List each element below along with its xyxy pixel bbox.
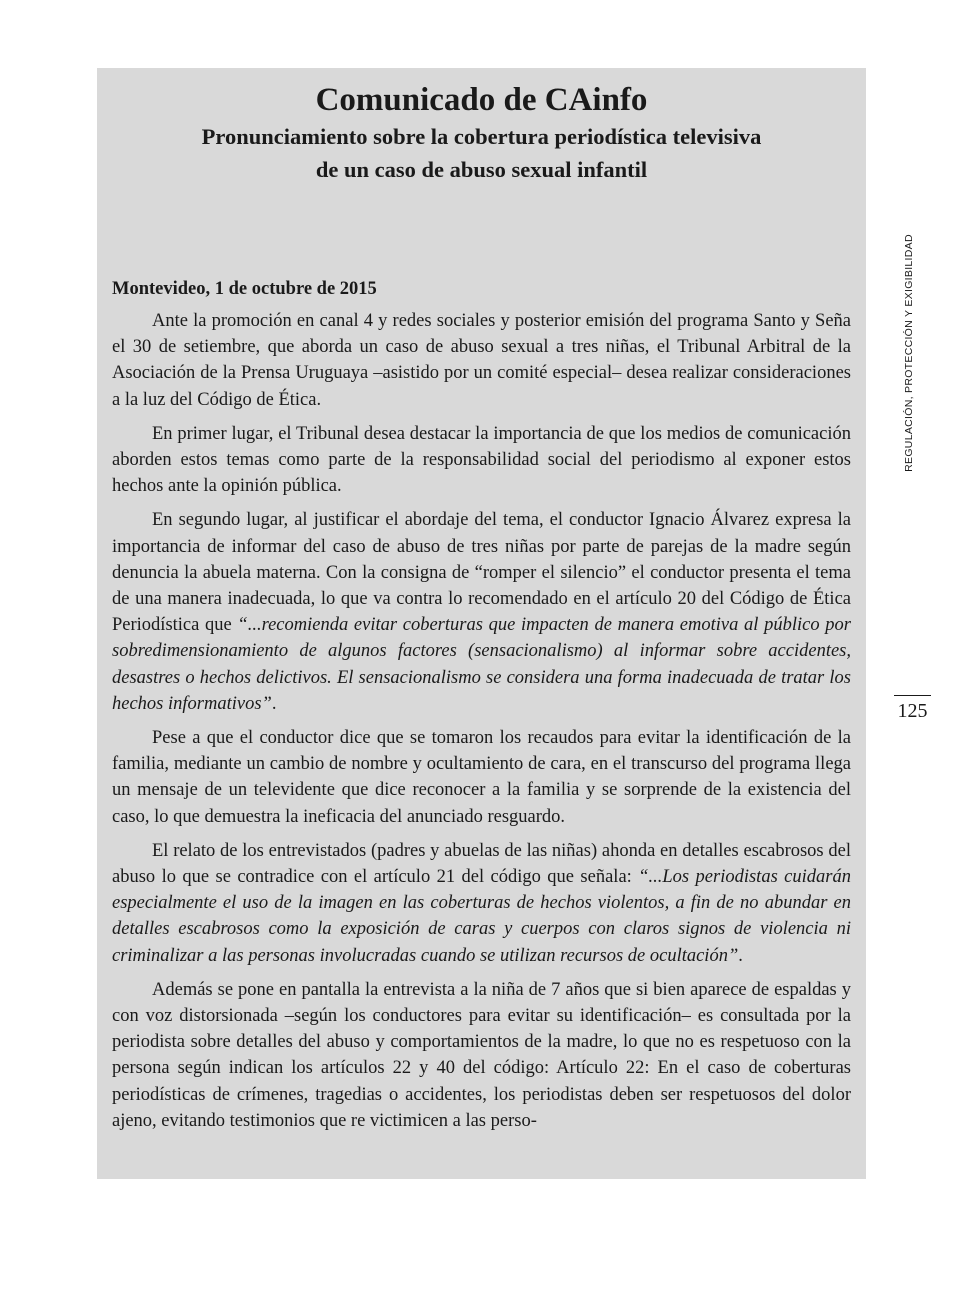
- paragraph-2: [112, 421, 851, 500]
- page-subtitle: Pronunciamiento sobre la cobertura periodística televisiva de un caso de abuso sexual infantil: [201, 124, 762, 182]
- article-20-quote: “...recomienda evitar coberturas que impacten de manera emotiva al público por sobredimensionamiento de algunos factores (sensacionalismo) al informar sobre accidentes, desastres o hechos delictivos. El sensacionalismo se considera una forma inadecuada de tratar los hechos informativos”: [112, 615, 851, 714]
- paragraph-end: .: [738, 945, 743, 966]
- article-21-quote: “...Los periodistas cuidarán especialmente el uso de la imagen en las coberturas de hechos violentos, a fin de no abundar en detalles escabrosos como la exposición de caras y cuerpos con claros signos de violencia ni criminalizar a las personas involucradas cuando se utilizan recursos de ocultación”: [112, 867, 851, 966]
- paragraph-3: [112, 507, 851, 717]
- statement-box: [97, 68, 866, 1179]
- paragraph-6: [112, 977, 851, 1134]
- paragraph-text: Pese a que el conductor dice que se tomaron los recaudos para evitar la identificación de la familia, mediante un cambio de nombre y ocultamiento de cara, en el transcurso del programa llega un mensaje de un televidente que dice reconocer a la familia y se sorprende de la existencia del caso, lo que demuestra la ineficacia del anunciado resguardo.: [112, 728, 851, 827]
- page-title: Comunicado de CAinfo: [315, 82, 648, 118]
- paragraph-text: En primer lugar, el Tribunal desea destacar la importancia de que los medios de comunicación aborden estos temas como parte de la responsabilidad social del periodismo al exponer estos hechos ante la opinión pública.: [112, 423, 851, 497]
- paragraph-end: .: [271, 693, 277, 714]
- paragraph-5: [112, 838, 851, 969]
- paragraph-text: Ante la promoción en canal 4 y redes sociales y posterior emisión del programa Santo y Seña el 30 de setiembre, que aborda un caso de abuso sexual a tres niñas, el Tribunal Arbitral de la Asociación de la Prensa Uruguaya –asistido por un comité especial– desea realizar consideraciones a la luz del Código de Ética.: [112, 311, 851, 410]
- paragraph-1: [112, 308, 851, 413]
- page-number: 125: [897, 700, 928, 722]
- section-sidebar: [896, 218, 922, 488]
- dateline: Montevideo, 1 de octubre de 2015: [112, 279, 377, 299]
- paragraph-text: En segundo lugar, al justificar el abordaje del tema, el conductor Ignacio Álvarez expresa la importancia de informar del caso de abuso de tres niñas por parte de parejas de la madre según denuncia la abuela materna. Con la consigna de “romper el silencio” el conductor presenta el tema de una manera inadecuada, lo que va contra lo recomendado en el artículo 20 del Código de Ética Periodística que: [112, 510, 851, 636]
- section-label: REGULACIÓN, PROTECCIÓN Y EXIGIBILIDAD: [903, 234, 915, 472]
- paragraph-text: Además se pone en pantalla la entrevista a la niña de 7 años que si bien aparece de espaldas y con voz distorsionada –según los conductores para evitar su identificación– es consultada por la periodista sobre detalles del abuso y comportamientos de la madre, lo que no es respetuoso con la persona según indican los artículos 22 y 40 del código: Artículo 22: En el caso de coberturas periodísticas de crímenes, tragedias o accidentes, los periodistas deben ser respetuosos del dolor ajeno, evitando testimonios que re victimicen a las perso-: [112, 979, 851, 1131]
- paragraph-4: [112, 725, 851, 830]
- page-number-rule: [894, 695, 931, 696]
- paragraph-text: El relato de los entrevistados (padres y abuelas de las niñas) ahonda en detalles escabrosos del abuso lo que se contradice con el artículo 21 del código que señala:: [112, 840, 851, 888]
